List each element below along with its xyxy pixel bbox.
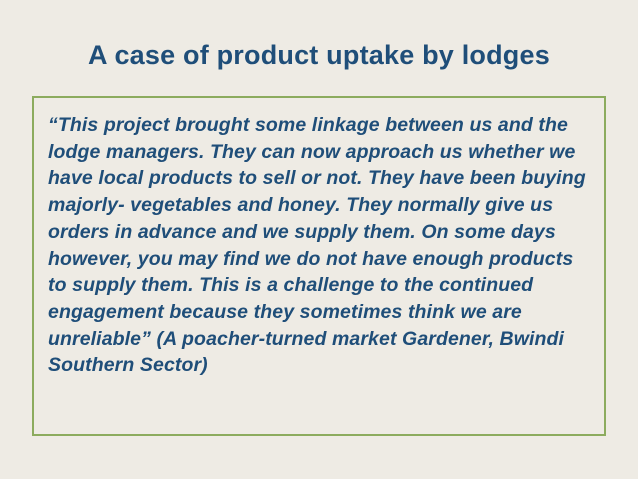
- quote-box: [32, 96, 606, 436]
- quote-text: “This project brought some linkage between us and the lodge managers. They can now approach us whether we have local products to sell or not. They have been buying majorly- vegetables and honey. They normally give us orders in advance and we supply them. On some days however, you may find we do not have enough products to supply them. This is a challenge to the continued engagement because they sometimes think we are unreliable” (A poacher-turned market Gardener, Bwindi Southern Sector): [48, 114, 586, 377]
- page-title: A case of product uptake by lodges: [88, 40, 550, 70]
